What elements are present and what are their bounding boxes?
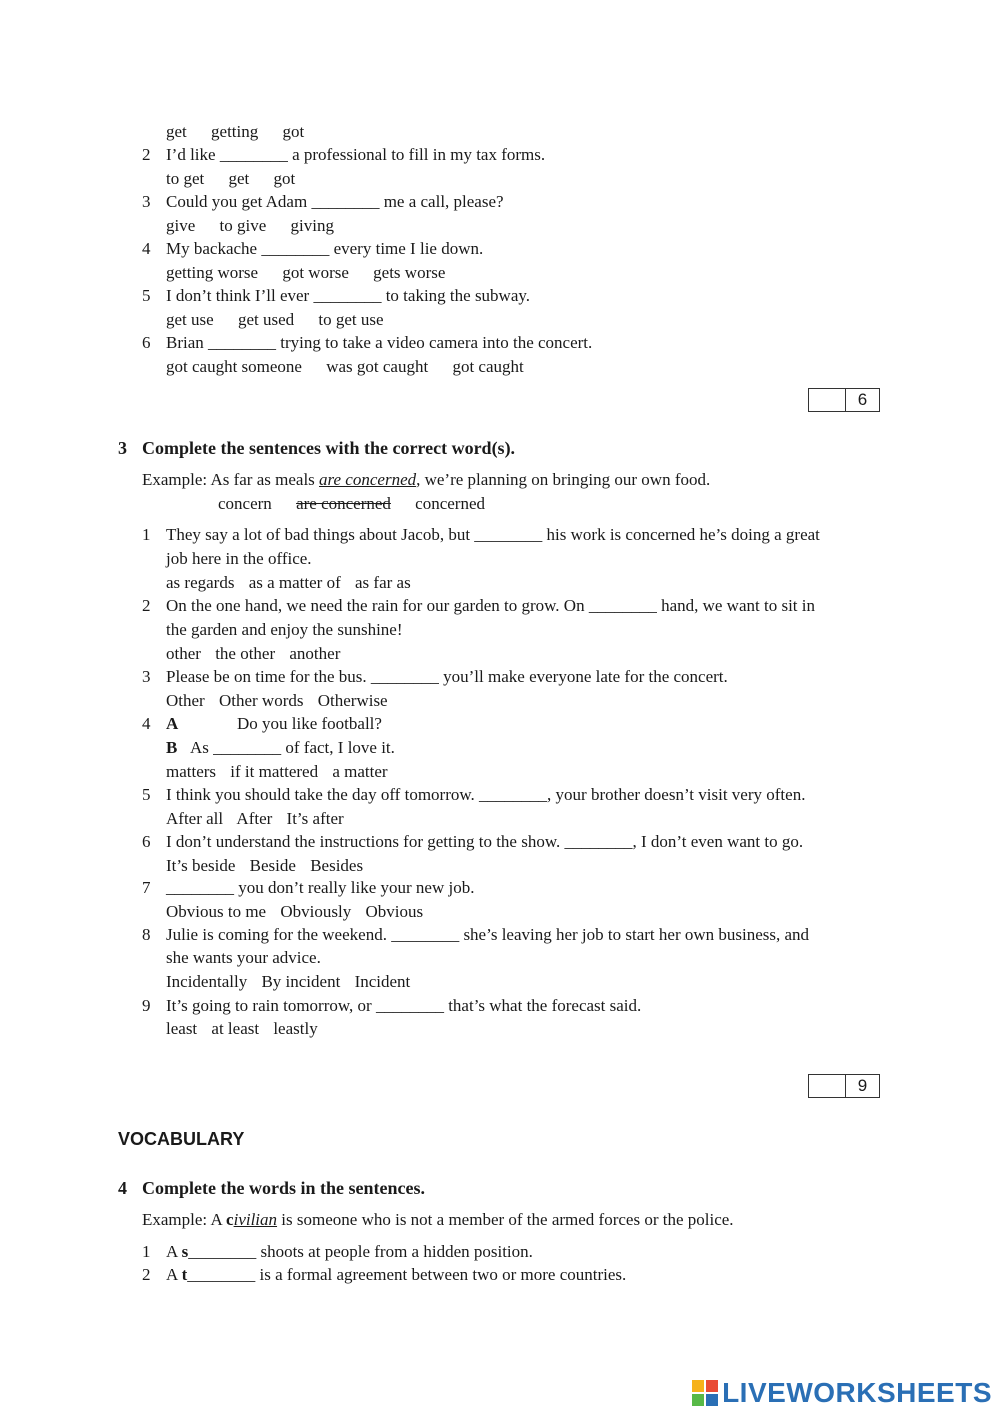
item-text: ________ you don’t really like your new job. — [166, 878, 475, 897]
option: It’s beside — [166, 856, 236, 875]
section-heading: Complete the words in the sentences. — [142, 1178, 425, 1198]
option: to get use — [318, 310, 384, 329]
option: the other — [215, 644, 276, 663]
first-letter: t — [181, 1265, 188, 1284]
item-text-cont: she wants your advice. — [166, 948, 321, 967]
option: was got caught — [326, 357, 429, 376]
options-row — [166, 309, 384, 331]
item-text: I don’t think I’ll ever ________ to taking the subway. — [166, 286, 531, 305]
item-number: 8 — [142, 925, 151, 944]
options-row — [166, 1018, 328, 1040]
example-answer: ivilian — [233, 1210, 278, 1229]
option: Obviously — [280, 902, 352, 921]
section-heading: Complete the sentences with the correct word(s). — [142, 438, 516, 458]
option: Besides — [310, 856, 364, 875]
score-box[interactable] — [808, 1074, 880, 1098]
item-number: 1 — [142, 525, 151, 544]
options-row — [166, 901, 433, 923]
item-text: I think you should take the day off tomorrow. ________, your brother doesn’t visit very often. — [166, 785, 806, 804]
option: as far as — [355, 573, 411, 592]
option: get use — [166, 310, 214, 329]
options-row — [166, 690, 398, 712]
option: got caught — [452, 357, 524, 376]
option: concerned — [415, 494, 486, 513]
item-text: Could you get Adam ________ me a call, please? — [166, 192, 504, 211]
option: as a matter of — [248, 573, 341, 592]
option: concern — [218, 494, 272, 513]
options-row — [166, 121, 304, 143]
option: Beside — [249, 856, 296, 875]
item-text: On the one hand, we need the rain for our garden to grow. On ________ hand, we want to sit in — [166, 596, 815, 615]
option: leastly — [273, 1019, 318, 1038]
option: giving — [290, 216, 334, 235]
item-text-cont: job here in the office. — [166, 549, 312, 568]
item-text: A t________ is a formal agreement between two or more countries. — [166, 1265, 627, 1284]
options-row — [166, 971, 420, 993]
vocabulary-title: VOCABULARY — [118, 1129, 245, 1149]
option: to get — [166, 169, 205, 188]
option: give — [166, 216, 196, 235]
option: got worse — [282, 263, 349, 282]
dialogue-line-a: Do you like football? — [237, 714, 382, 733]
score-box[interactable] — [808, 388, 880, 412]
item-text: I don’t understand the instructions for getting to the show. ________, I don’t even want to go. — [166, 832, 804, 851]
item-number: 4 — [142, 714, 151, 733]
item-text: It’s going to rain tomorrow, or ________ that’s what the forecast said. — [166, 996, 642, 1015]
first-letter: s — [181, 1242, 189, 1261]
option: get — [228, 169, 250, 188]
item-number: 4 — [142, 239, 151, 258]
item-number: 3 — [142, 667, 151, 686]
example-answer: are concerned — [319, 470, 417, 489]
example-first-letter: c — [226, 1210, 234, 1229]
option: got — [273, 169, 296, 188]
options-row — [166, 855, 373, 877]
example-sentence: Example: A civilian is someone who is not a member of the armed forces or the police. — [142, 1210, 734, 1229]
item-text: Julie is coming for the weekend. ________ she’s leaving her job to start her own business, and — [166, 925, 810, 944]
option: Incident — [354, 972, 411, 991]
item-number: 6 — [142, 333, 151, 352]
option: got — [282, 122, 305, 141]
option: getting worse — [166, 263, 259, 282]
score-total: 6 — [857, 390, 868, 409]
option: Other — [166, 691, 205, 710]
options-row — [166, 168, 295, 190]
score-total: 9 — [857, 1076, 868, 1095]
option: Incidentally — [166, 972, 248, 991]
item-number: 2 — [142, 1265, 151, 1284]
option: at least — [211, 1019, 260, 1038]
option: if it mattered — [230, 762, 319, 781]
item-text-cont: the garden and enjoy the sunshine! — [166, 620, 403, 639]
score-input-cell[interactable] — [809, 1075, 846, 1097]
option: getting — [211, 122, 259, 141]
option: Other words — [218, 691, 304, 710]
options-row — [166, 572, 421, 594]
item-number: 2 — [142, 596, 151, 615]
section-number: 3 — [118, 438, 127, 458]
option: After all — [166, 809, 224, 828]
brand-name: LIVEWORKSHEETS — [722, 1377, 992, 1408]
item-number: 5 — [142, 286, 151, 305]
item-text: Brian ________ trying to take a video camera into the concert. — [166, 333, 593, 352]
option: matters — [166, 762, 217, 781]
option: get used — [237, 310, 295, 329]
item-number: 3 — [142, 192, 151, 211]
item-number: 6 — [142, 832, 151, 851]
item-number: 7 — [142, 878, 151, 897]
item-text: They say a lot of bad things about Jacob, but ________ his work is concerned he’s doing a great — [166, 525, 820, 544]
example-sentence: Example: As far as meals are concerned, we’re planning on bringing our own food. — [142, 470, 711, 489]
option: Obvious — [365, 902, 424, 921]
speaker-b: B — [166, 738, 178, 757]
options-row — [166, 643, 350, 665]
option: another — [289, 644, 341, 663]
item-text: A s________ shoots at people from a hidden position. — [166, 1242, 533, 1261]
liveworksheets-logo — [692, 1377, 992, 1409]
options-row — [166, 761, 398, 783]
item-number: 9 — [142, 996, 151, 1015]
option: Obvious to me — [166, 902, 267, 921]
speaker-a: A — [166, 714, 179, 733]
dialogue-line-b: As ________ of fact, I love it. — [190, 738, 395, 757]
option: Otherwise — [317, 691, 388, 710]
item-number: 5 — [142, 785, 151, 804]
item-number: 2 — [142, 145, 151, 164]
options-row — [166, 262, 445, 284]
logo-icon — [692, 1380, 718, 1406]
option: other — [166, 644, 201, 663]
item-text: I’d like ________ a professional to fill in my tax forms. — [166, 145, 546, 164]
options-row — [166, 808, 354, 830]
option: It’s after — [286, 809, 344, 828]
item-text: My backache ________ every time I lie down. — [166, 239, 484, 258]
option: to give — [219, 216, 267, 235]
option: gets worse — [373, 263, 446, 282]
options-row — [166, 215, 334, 237]
option: After — [236, 809, 273, 828]
option-struck: are concerned — [296, 494, 391, 513]
option: got caught someone — [166, 357, 302, 376]
section-number: 4 — [118, 1178, 127, 1198]
option: as regards — [166, 573, 235, 592]
option: By incident — [261, 972, 341, 991]
item-text: Please be on time for the bus. ________ you’ll make everyone late for the concert. — [166, 667, 728, 686]
option: least — [166, 1019, 198, 1038]
example-options — [218, 493, 485, 515]
item-number: 1 — [142, 1242, 151, 1261]
option: a matter — [332, 762, 388, 781]
option: get — [166, 122, 187, 141]
score-input-cell[interactable] — [809, 389, 846, 411]
options-row — [166, 356, 524, 378]
